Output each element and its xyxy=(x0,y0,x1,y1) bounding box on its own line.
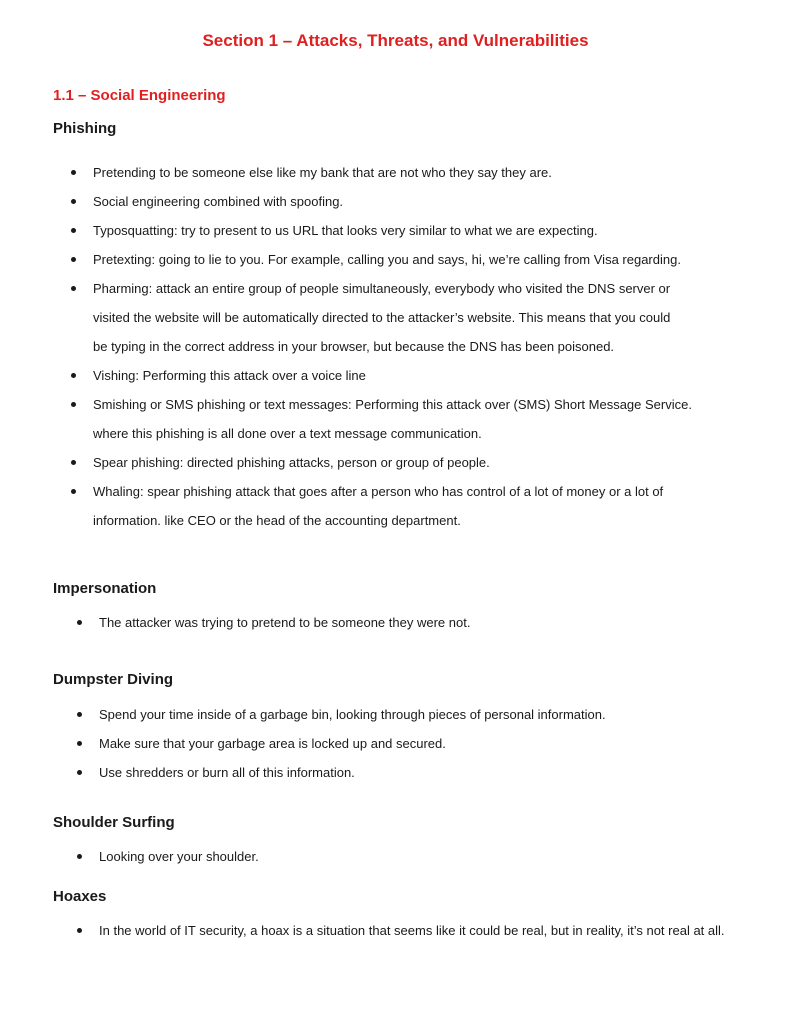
list-item-continuation: visited the website will be automatically directed to the attacker’s website. This means that you could xyxy=(93,310,671,325)
impersonation-list xyxy=(99,608,759,637)
list-item: Whaling: spear phishing attack that goes after a person who has control of a lot of money or a lot of xyxy=(93,477,753,506)
list-item: Make sure that your garbage area is locked up and secured. xyxy=(99,729,759,758)
list-item: Smishing or SMS phishing or text messages: Performing this attack over (SMS) Short Message Service. xyxy=(93,390,753,419)
list-item: Social engineering combined with spoofing. xyxy=(93,187,753,216)
section-heading-hoaxes: Hoaxes xyxy=(53,888,107,905)
bullet-icon xyxy=(71,199,76,204)
bullet-icon xyxy=(77,770,82,775)
list-item: Pretending to be someone else like my bank that are not who they say they are. xyxy=(93,158,753,187)
list-item-continuation: information. like CEO or the head of the accounting department. xyxy=(93,513,461,528)
bullet-icon xyxy=(77,712,82,717)
bullet-icon xyxy=(77,741,82,746)
list-item-continuation: be typing in the correct address in your browser, but because the DNS has been poisoned. xyxy=(93,339,615,354)
hoaxes-list xyxy=(99,920,759,941)
bullet-icon xyxy=(71,402,76,407)
bullet-icon xyxy=(71,460,76,465)
bullet-icon xyxy=(77,854,82,859)
shoulder-surfing-list xyxy=(99,842,759,871)
section-heading-shoulder-surfing: Shoulder Surfing xyxy=(53,814,175,831)
list-item-continuation: where this phishing is all done over a text message communication. xyxy=(93,426,482,441)
list-item: Pharming: attack an entire group of people simultaneously, everybody who visited the DNS server or xyxy=(93,274,753,303)
dumpster-diving-list xyxy=(99,700,759,787)
section-heading-dumpster-diving: Dumpster Diving xyxy=(53,671,174,688)
list-item: Looking over your shoulder. xyxy=(99,842,759,871)
page-title: Section 1 – Attacks, Threats, and Vulnerabilities xyxy=(202,31,589,50)
phishing-list xyxy=(93,158,753,535)
bullet-icon xyxy=(71,489,76,494)
subsection-title: 1.1 – Social Engineering xyxy=(53,87,226,104)
bullet-icon xyxy=(71,373,76,378)
list-item: Spend your time inside of a garbage bin, looking through pieces of personal information. xyxy=(99,700,759,729)
section-heading-impersonation: Impersonation xyxy=(53,580,157,597)
section-heading-phishing: Phishing xyxy=(53,120,117,137)
bullet-icon xyxy=(71,286,76,291)
bullet-icon xyxy=(71,228,76,233)
bullet-icon xyxy=(71,170,76,175)
bullet-icon xyxy=(77,928,82,933)
bullet-icon xyxy=(71,257,76,262)
list-item: Vishing: Performing this attack over a voice line xyxy=(93,361,753,390)
list-item: In the world of IT security, a hoax is a situation that seems like it could be real, but in reality, it’s not real at all. xyxy=(99,920,739,941)
bullet-icon xyxy=(77,620,82,625)
list-item: The attacker was trying to pretend to be someone they were not. xyxy=(99,608,759,637)
list-item: Use shredders or burn all of this information. xyxy=(99,758,759,787)
list-item: Spear phishing: directed phishing attacks, person or group of people. xyxy=(93,448,753,477)
list-item: Pretexting: going to lie to you. For example, calling you and says, hi, we’re calling from Visa regarding. xyxy=(93,245,753,274)
list-item: Typosquatting: try to present to us URL that looks very similar to what we are expecting. xyxy=(93,216,753,245)
